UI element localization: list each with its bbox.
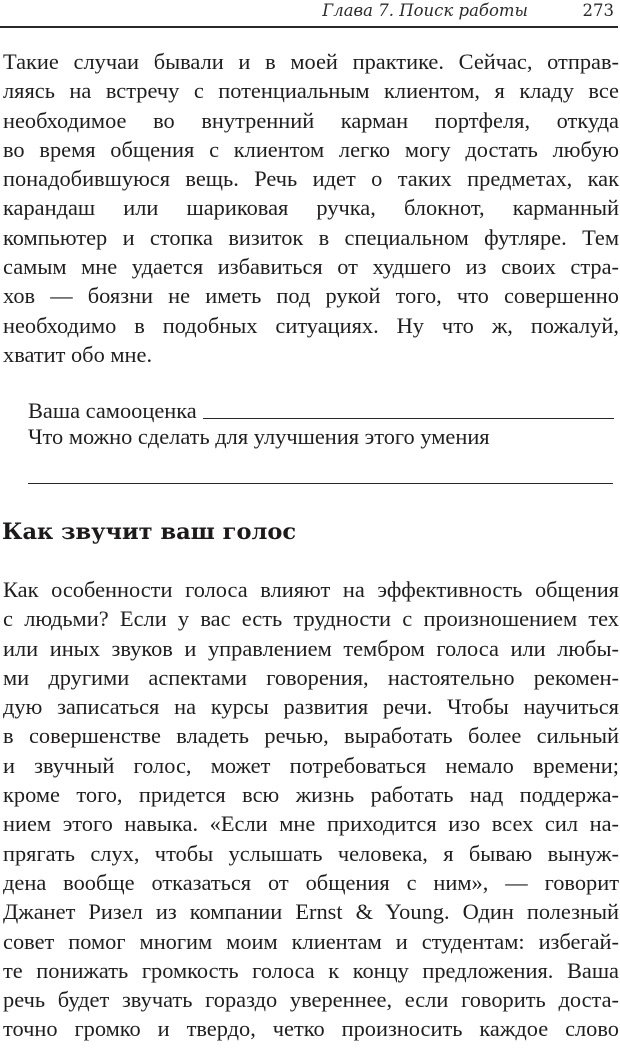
- text-line: необходимое во внутренний карман портфеля, откуда: [3, 107, 619, 133]
- text-line: Джанет Ризел из компании Ernst & Young. Один полезный: [3, 899, 619, 925]
- text-line: точно громко и твердо, четко произносить каждое слово: [3, 1016, 619, 1042]
- page-number: 273: [582, 1, 614, 20]
- chapter-title: Глава 7. Поиск работы: [322, 1, 528, 20]
- running-head: [0, 0, 618, 28]
- text-line: кроме того, придется всю жизнь работать над поддержа-: [3, 782, 619, 808]
- self-assessment-label: Ваша самооценка: [28, 398, 197, 423]
- paragraph-2: [3, 575, 619, 1044]
- text-line: во время общения с клиентом легко могу достать любую: [3, 136, 619, 162]
- text-line: в совершенстве владеть речью, выработать более сильный: [3, 723, 619, 749]
- text-line: необходимо в подобных ситуациях. Ну что ж, пожалуй,: [3, 312, 619, 338]
- self-assessment-blank-line: [203, 398, 614, 419]
- text-line: Такие случаи бывали и в моей практике. Сейчас, отправ-: [3, 49, 619, 74]
- text-line: совет помог многим моим клиентам и студентам: избегай-: [3, 928, 619, 954]
- text-line: прягать слух, чтобы услышать человека, я бываю вынуж-: [3, 840, 619, 866]
- text-line: ми другими аспектами говорения, настоятельно рекомен-: [3, 664, 619, 690]
- section-heading: Как звучит ваш голос: [2, 519, 297, 545]
- text-line: самым мне удается избавиться от худшего из своих стра-: [3, 254, 619, 280]
- text-line: карандаш или шариковая ручка, блокнот, карманный: [3, 195, 619, 221]
- text-line: речь будет звучать гораздо увереннее, если говорить доста-: [3, 987, 619, 1013]
- text-line: или иных звуков и управлением тембром голоса или любы-: [3, 635, 619, 661]
- text-line: те понижать громкость голоса к концу предложения. Ваша: [3, 957, 619, 983]
- text-line: с людьми? Если у вас есть трудности с произношением тех: [3, 606, 619, 632]
- improvement-label: Что можно сделать для улучшения этого умения: [28, 424, 490, 449]
- text-line: и звучный голос, может потребоваться немало времени;: [3, 752, 619, 778]
- text-line: понадобившуюся вещь. Речь идет о таких предметах, как: [3, 166, 619, 192]
- text-line: нием этого навыка. «Если мне приходится изо всех сил на-: [3, 811, 619, 837]
- text-line: дую записаться на курсы развития речи. Чтобы научиться: [3, 694, 619, 720]
- improvement-blank-line: [28, 483, 613, 484]
- text-line: ляясь на встречу с потенциальным клиентом, я кладу все: [3, 78, 619, 104]
- text-line: хов — боязни не иметь под рукой того, что совершенно: [3, 283, 619, 309]
- text-line: хватит обо мне.: [3, 341, 153, 367]
- text-line: Как особенности голоса влияют на эффективность общения: [3, 577, 619, 602]
- paragraph-1: [3, 47, 619, 369]
- text-line: компьютер и стопка визиток в специальном футляре. Тем: [3, 224, 619, 250]
- self-assessment-row: [28, 395, 614, 424]
- text-line: дена вообще отказаться от общения с ним», — говорит: [3, 869, 619, 895]
